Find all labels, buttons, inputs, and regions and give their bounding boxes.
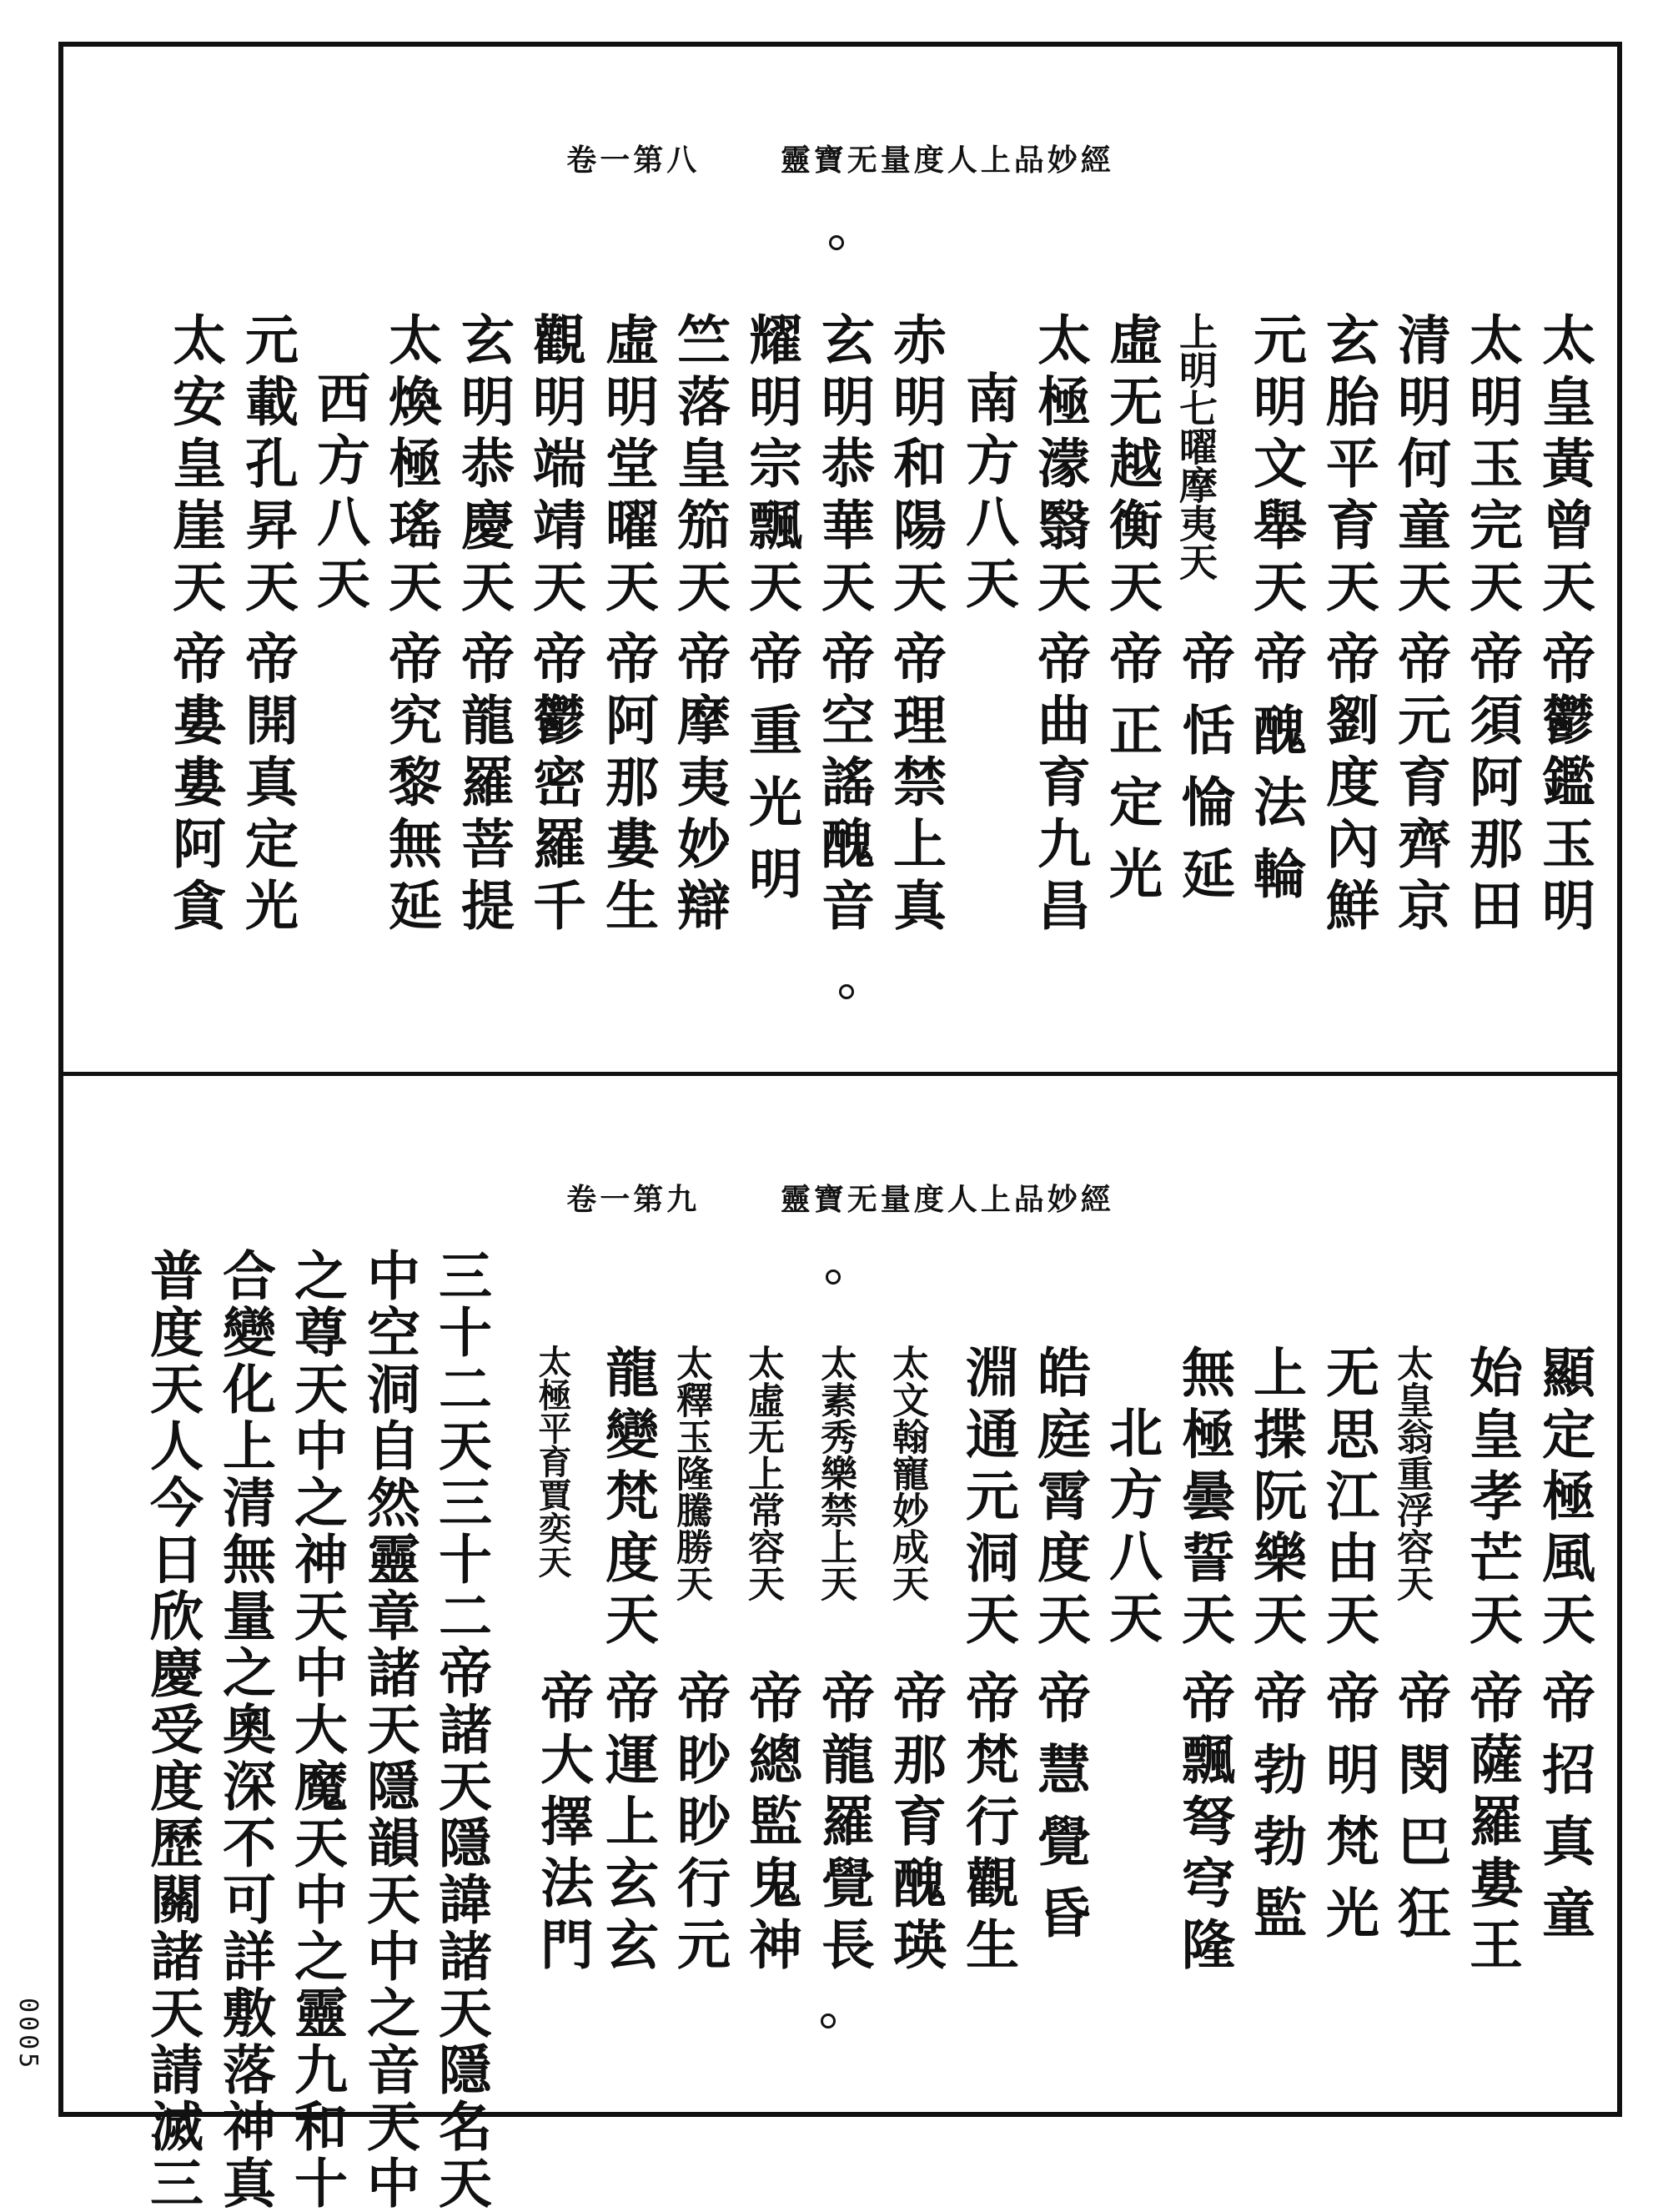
heaven-column: 虛明堂曜天 [596, 312, 659, 621]
emperor-column: 帝慧覺昏 [1028, 1670, 1091, 1957]
lower-top-ring-mark [826, 1269, 841, 1284]
emperor-column: 帝恬惀延 [1173, 631, 1235, 917]
heaven-column: 无思江由天 [1317, 1345, 1379, 1653]
heaven-column: 無極曇誓天 [1173, 1345, 1235, 1653]
heaven-column: 玄明恭慶天 [452, 312, 515, 621]
heaven-column: 元明文舉天 [1244, 312, 1307, 621]
heaven-column: 太皇黃曾天 [1533, 312, 1595, 621]
prose-column: 三十二天三十二帝諸天隱諱諸天隱名天 [430, 1248, 492, 2212]
prose-column: 之尊天中之神天中大魔天中之靈九和十 [285, 1248, 348, 2212]
emperor-column: 帝龍羅菩提 [452, 631, 515, 939]
emperor-column: 帝勃勃監 [1244, 1670, 1307, 1957]
lower-header-title: 靈寶无量度人上品妙經 [780, 1182, 1114, 1217]
emperor-column: 帝運上玄玄 [596, 1670, 659, 1978]
heaven-column: 太安皇崖天 [163, 312, 226, 621]
heaven-column: 太皇翁重浮容天 [1390, 1345, 1433, 1601]
emperor-column: 帝醜法輪 [1244, 631, 1307, 917]
emperor-column: 帝阿那婁生 [596, 631, 659, 939]
heaven-column: 太釋玉隆騰勝天 [670, 1345, 712, 1601]
heaven-column: 竺落皇笳天 [668, 312, 731, 621]
emperor-column: 帝究黎無延 [379, 631, 442, 939]
heaven-column: 太虛无上常容天 [741, 1345, 784, 1601]
emperor-column: 帝空謠醜音 [812, 631, 875, 939]
emperor-column: 帝閔巴狂 [1389, 1670, 1451, 1957]
emperor-column: 帝鬱密羅千 [524, 631, 586, 939]
heaven-column: 太文翰寵妙成天 [886, 1345, 928, 1601]
emperor-column: 帝招真童 [1533, 1670, 1595, 1957]
emperor-column: 帝摩夷妙辯 [668, 631, 731, 939]
lower-header-volume: 卷一第九 [566, 1182, 701, 1217]
emperor-column: 帝正定光 [1100, 631, 1163, 917]
upper-page-header [63, 137, 1617, 179]
page-folio-number: 0005 [13, 1998, 43, 2072]
heaven-column: 始皇孝芒天 [1460, 1345, 1523, 1653]
lower-page-header [63, 1176, 1617, 1219]
emperor-column: 帝總監鬼神 [740, 1670, 802, 1978]
emperor-column: 帝薩羅婁王 [1460, 1670, 1523, 1978]
heaven-column: 太明玉完天 [1460, 312, 1523, 621]
upper-top-ring-mark [829, 235, 844, 250]
emperor-column: 帝大擇法門 [531, 1670, 594, 1978]
heaven-column: 龍變梵度天 [596, 1345, 659, 1653]
emperor-column: 帝劉度內鮮 [1317, 631, 1379, 939]
heaven-column: 玄胎平育天 [1317, 312, 1379, 621]
emperor-column: 帝婁婁阿貪 [163, 631, 226, 939]
heaven-column: 太極濛翳天 [1028, 312, 1091, 621]
emperor-column: 帝那育醜瑛 [884, 1670, 947, 1978]
prose-column: 合變化上清無量之奧深不可詳敷落神真 [214, 1248, 276, 2212]
lower-page [63, 1076, 1617, 2212]
emperor-column: 帝重光明 [740, 631, 802, 917]
lower-bottom-ring-mark [821, 2013, 836, 2029]
prose-column: 普度天人今日欣慶受度歷關諸天請滅三 [141, 1248, 203, 2212]
heaven-column: 元載孔昇天 [236, 312, 299, 621]
upper-page [63, 47, 1617, 1072]
emperor-column: 帝曲育九昌 [1028, 631, 1091, 939]
heaven-column: 顯定極風天 [1533, 1345, 1595, 1653]
heaven-column: 虛无越衡天 [1100, 312, 1163, 621]
heaven-column: 西方八天 [308, 370, 370, 617]
heaven-column: 南方八天 [957, 370, 1019, 617]
heaven-column: 北方八天 [1100, 1405, 1163, 1651]
heaven-column: 上揲阮樂天 [1244, 1345, 1307, 1653]
heaven-column: 太極平育賈奕天 [533, 1345, 572, 1578]
emperor-column: 帝理禁上真 [884, 631, 947, 939]
heaven-column: 清明何童天 [1389, 312, 1451, 621]
heaven-column: 上明七曜摩夷天 [1173, 312, 1218, 581]
heaven-column: 太素秀樂禁上天 [814, 1345, 857, 1601]
heaven-column: 皓庭霄度天 [1028, 1345, 1091, 1653]
emperor-column: 帝梵行觀生 [957, 1670, 1019, 1978]
emperor-column: 帝飄弩穹隆 [1173, 1670, 1235, 1978]
emperor-column: 帝明梵光 [1317, 1670, 1379, 1957]
emperor-column: 帝須阿那田 [1460, 631, 1523, 939]
heaven-column: 耀明宗飄天 [740, 312, 802, 621]
heaven-column: 赤明和陽天 [884, 312, 947, 621]
emperor-column: 帝鬱鑑玉明 [1533, 631, 1595, 939]
upper-bottom-ring-mark [839, 984, 854, 999]
heaven-column: 玄明恭華天 [812, 312, 875, 621]
prose-column: 中空洞自然靈章諸天隱韻天中之音天中 [358, 1248, 420, 2212]
emperor-column: 帝開真定光 [236, 631, 299, 939]
heaven-column: 觀明端靖天 [524, 312, 586, 621]
heaven-column: 太煥極瑤天 [379, 312, 442, 621]
upper-header-volume: 卷一第八 [566, 143, 701, 178]
emperor-column: 帝元育齊京 [1389, 631, 1451, 939]
emperor-column: 帝龍羅覺長 [812, 1670, 875, 1978]
upper-header-title: 靈寶无量度人上品妙經 [780, 143, 1114, 178]
heaven-column: 淵通元洞天 [957, 1345, 1019, 1653]
emperor-column: 帝眇眇行元 [668, 1670, 731, 1978]
